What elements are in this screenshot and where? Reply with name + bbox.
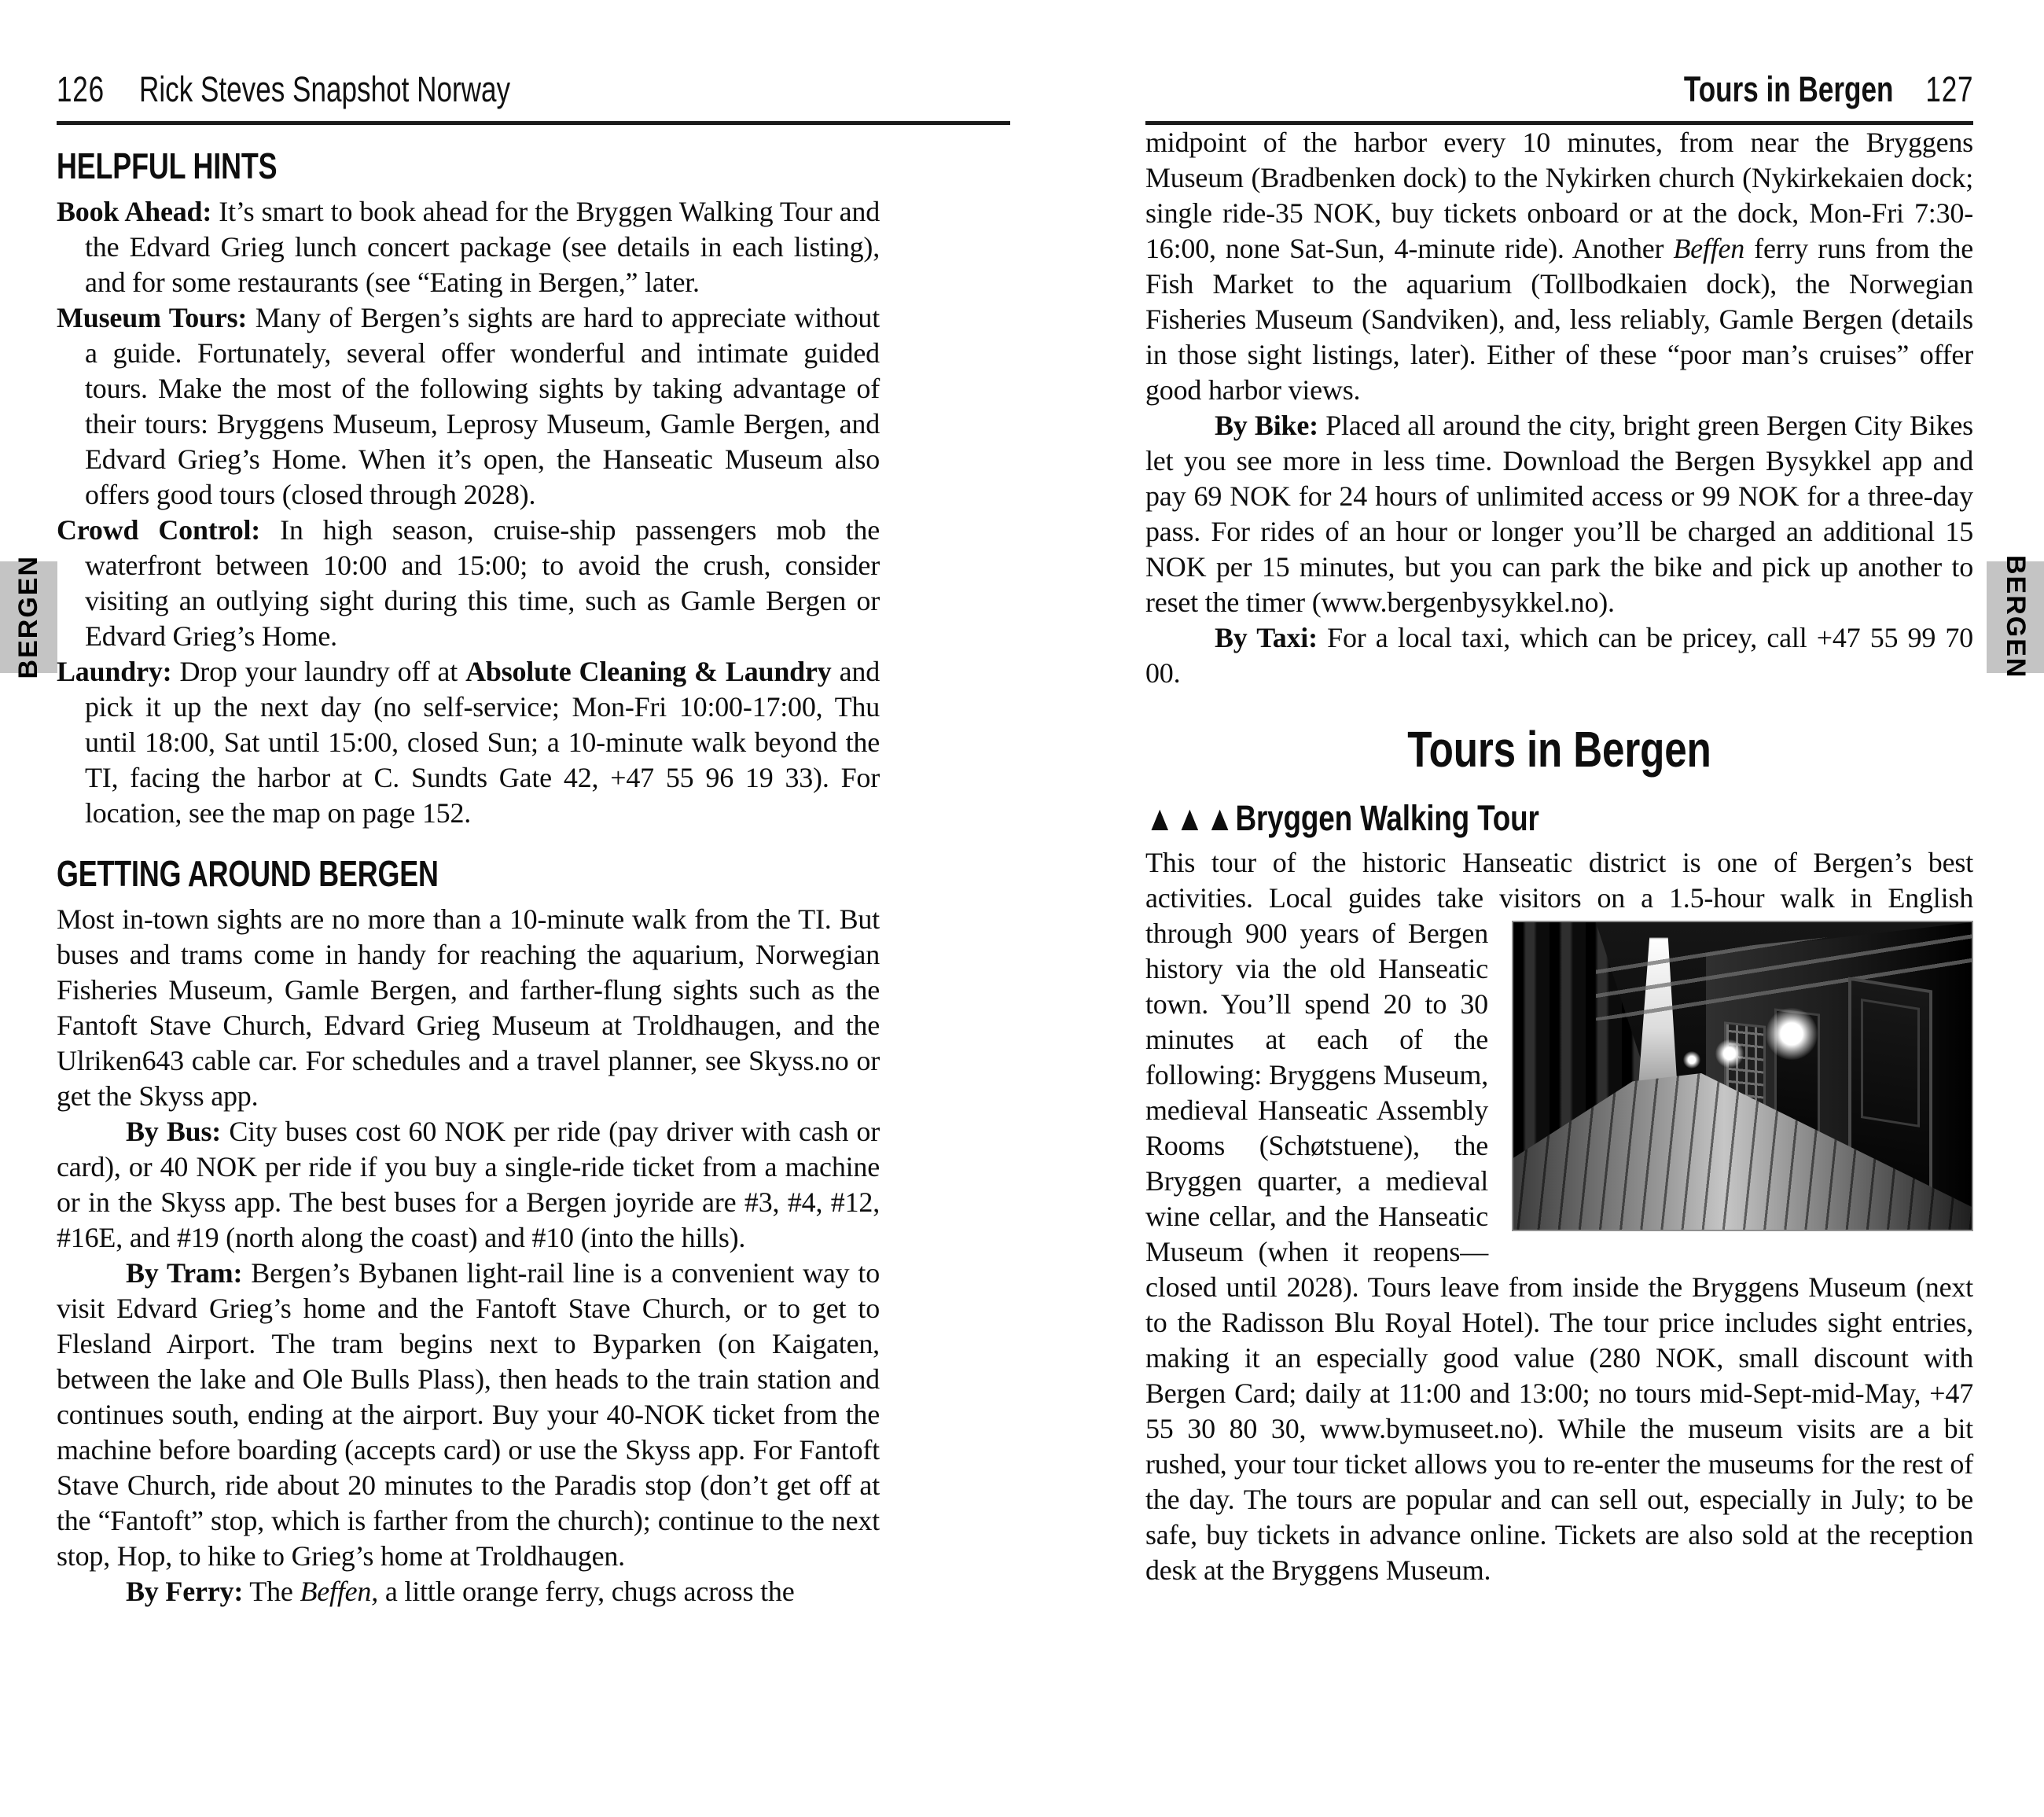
by-taxi-paragraph: By Taxi: For a local taxi, which can be pricey, call +47 55 99 70 00. [1145, 622, 1973, 689]
by-ferry-paragraph: By Ferry: The Beffen, a little orange ferry, chugs across the [126, 1576, 795, 1607]
left-bergen-tab [0, 555, 57, 679]
left-page-number: 126 [57, 69, 105, 109]
left-tab-label: BERGEN [13, 555, 43, 679]
bryggen-alley-photo [1512, 921, 1973, 1231]
getting-around-heading: GETTING AROUND BERGEN [57, 853, 439, 894]
left-running-head-title: Rick Steves Snapshot Norway [138, 69, 511, 109]
getting-around-intro-paragraph: Most in-town sights are no more than a 10-minute walk from the TI. But buses and trams come in handy for reaching the aquarium, Norwegian Fisheries Museum, Gamle Bergen, and farther-flung sights such as the Fantoft Stave Church, Edvard Grieg Museum at Troldhaugen, and the Ulriken643 cable car. For schedules and a travel planner, see Skyss.no or get the Skyss app. [57, 903, 880, 1112]
by-tram-paragraph: By Tram: Bergen’s Bybanen light-rail line is a convenient way to visit Edvard Grieg’s home and the Fantoft Stave Church, or to get to Flesland Airport. The tram begins next to Byparken (on Kaigaten, between the lake and Ole Bulls Plass), then heads to the train station and continues south, ending at the airport. Buy your 40-NOK ticket from the machine before boarding (accepts card) or use the Skyss app. For Fantoft Stave Church, ride about 20 minutes to the Paradis stop (don’t get off at the “Fantoft” stop, which is farther from the church); continue to the next stop, Hop, to hike to Grieg’s home at Troldhaugen. [57, 1257, 880, 1572]
right-page-number: 127 [1925, 69, 1973, 109]
right-bergen-tab [1987, 555, 2044, 679]
left-page-body [57, 145, 880, 1609]
crowd-control-paragraph: Crowd Control: In high season, cruise-ship passengers mob the waterfront between 10:00 and 15:00; to avoid the crush, consider visiting an outlying sight during this time, such as Gamle Bergen or Edvard Grieg’s Home. [57, 514, 880, 652]
left-page [57, 69, 880, 1609]
left-running-head [57, 69, 880, 113]
right-running-head [1145, 69, 1973, 113]
tours-in-bergen-heading: Tours in Bergen [1407, 721, 1711, 778]
left-header-rule [57, 121, 1010, 125]
bryggen-walking-tour-title: Bryggen Walking Tour [1235, 798, 1539, 838]
walking-tour-paragraph [1145, 845, 1973, 1588]
right-running-head-title: Tours in Bergen [1683, 69, 1894, 109]
right-page [1145, 69, 1973, 1588]
museum-tours-paragraph: Museum Tours: Many of Bergen’s sights are hard to appreciate without a guide. Fortunately, several offer wonderful and intimate guided tours. Make the most of the following sights by taking advantage of their tours: Bryggens Museum, Leprosy Museum, Gamle Bergen, and Edvard Grieg’s Home. When it’s open, the Hanseatic Museum also offers good tours (closed through 2028). [57, 302, 880, 510]
helpful-hints-heading: HELPFUL HINTS [57, 145, 278, 186]
right-page-body [1145, 125, 1973, 1588]
photo-lamp-icon [1683, 1051, 1700, 1068]
photo-lamp-icon [1715, 1039, 1744, 1068]
ferry-continuation-paragraph: midpoint of the harbor every 10 minutes, from near the Bryggens Museum (Bradbenken dock) to the Nykirken church (Nykirkekaien dock; single ride-35 NOK, buy tickets onboard or at the dock, Mon-Fri 7:30-16:00, none Sat-Sun, 4-minute ride). Another Beffen ferry runs from the Fish Market to the aquarium (Tollbodkaien dock), the Norwegian Fisheries Museum (Sandviken), and, less reliably, Gamle Bergen (details in those sight listings, later). Either of these “poor man’s cruises” offer good harbor views. [1145, 127, 1973, 406]
photo-lamp-icon [1766, 1008, 1818, 1060]
right-tab-label: BERGEN [2001, 555, 2031, 679]
book-ahead-paragraph: Book Ahead: It’s smart to book ahead for the Bryggen Walking Tour and the Edvard Grieg lunch concert package (see details in each listing), and for some restaurants (see “Eating in Bergen,” later. [57, 196, 880, 298]
triple-triangle-rating-icon: ▲▲▲ [1145, 798, 1236, 838]
laundry-paragraph: Laundry: Drop your laundry off at Absolute Cleaning & Laundry and pick it up the next day (no self-service; Mon-Fri 10:00-17:00, Thu until 18:00, Sat until 15:00, closed Sun; a 10-minute walk beyond the TI, facing the harbor at C. Sundts Gate 42, +47 55 96 19 33). For location, see the map on page 152. [57, 656, 880, 829]
by-bike-paragraph: By Bike: Placed all around the city, bright green Bergen City Bikes let you see more in less time. Download the Bergen Bysykkel app and pay 69 NOK for 24 hours of unlimited access or 99 NOK for a three-day pass. For rides of an hour or longer you’ll be charged an additional 15 NOK per 15 minutes, but you can park the bike and pick up another to reset the timer (www.bergenbysykkel.no). [1145, 410, 1973, 618]
by-bus-paragraph: By Bus: City buses cost 60 NOK per ride (pay driver with cash or card), or 40 NOK per ride if you buy a single-ride ticket from a machine or in the Skyss app. The best buses for a Bergen joyride are #3, #4, #12, #16E, and #19 (north along the coast) and #10 (into the hills). [57, 1116, 880, 1253]
bryggen-walking-tour-heading [1145, 798, 1973, 839]
walking-tour-text: This tour of the historic Hanseatic district is one of Bergen’s best activities. Local guides take visitors on a 1.5-hour walk in English through 900 years of Bergen history via the old Hanseatic town. You’ll spend 20 to 30 minutes at each of the following: Bryggens Museum, medieval Hanseatic Assembly Rooms (Schøtstuene), the Bryggen quarter, a medieval wine cellar, and the Hanseatic Museum (when it reopens—closed until 2028). Tours leave from inside the Bryggens Museum (next to the Radisson Blu Royal Hotel). The tour price includes sight entries, making it an especially good value (280 NOK, small discount with Bergen Card; daily at 11:00 and 13:00; no tours mid-Sept-mid-May, +47 55 30 80 30, www.bymuseet.no). While the museum visits are a bit rushed, your tour ticket allows you to re-enter the museums for the rest of the day. The tours are popular and can sell out, especially in July; to be safe, buy tickets in advance online. Tickets are also sold at the reception desk at the Bryggens Museum. [1145, 847, 1973, 1586]
